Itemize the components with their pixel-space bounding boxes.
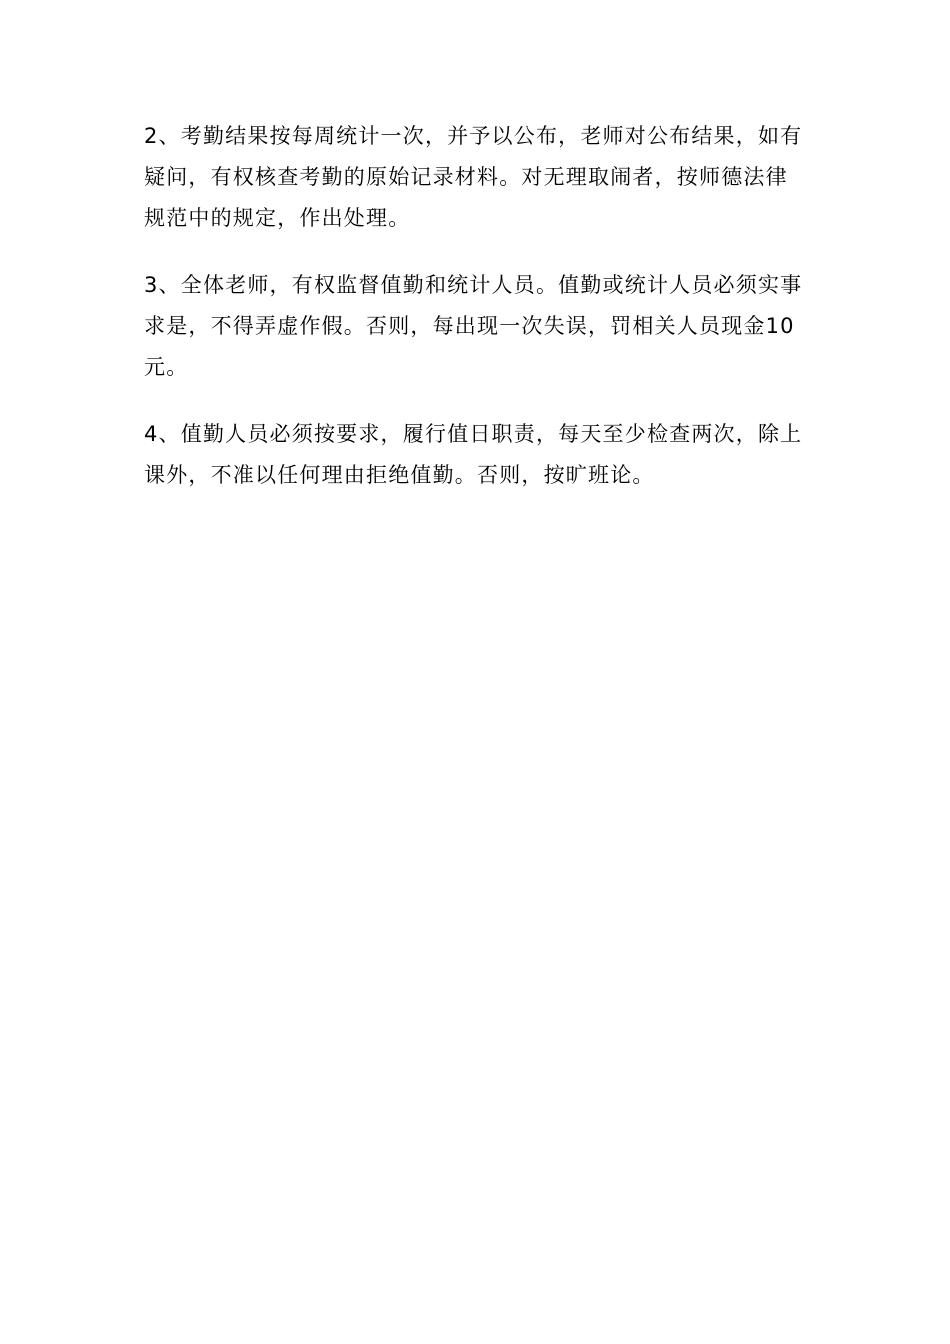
paragraph-line: 求是，不得弄虚作假。否则，每出现一次失误，罚相关人员现金10 <box>144 314 795 338</box>
paragraph-line: 元。 <box>144 355 189 379</box>
paragraph-rule-4 <box>144 414 806 496</box>
paragraph-line: 规范中的规定，作出处理。 <box>144 206 411 230</box>
paragraph-rule-3 <box>144 265 806 388</box>
document-page <box>144 116 806 522</box>
paragraph-line: 4、值勤人员必须按要求，履行值日职责，每天至少检查两次，除上 <box>144 422 803 446</box>
paragraph-line: 疑问，有权核查考勤的原始记录材料。对无理取闹者，按师德法律 <box>144 165 788 189</box>
paragraph-line: 2、考勤结果按每周统计一次，并予以公布，老师对公布结果，如有 <box>144 124 803 148</box>
paragraph-line: 3、全体老师，有权监督值勤和统计人员。值勤或统计人员必须实事 <box>144 273 803 297</box>
paragraph-rule-2 <box>144 116 806 239</box>
paragraph-line: 课外，不准以任何理由拒绝值勤。否则，按旷班论。 <box>144 463 655 487</box>
